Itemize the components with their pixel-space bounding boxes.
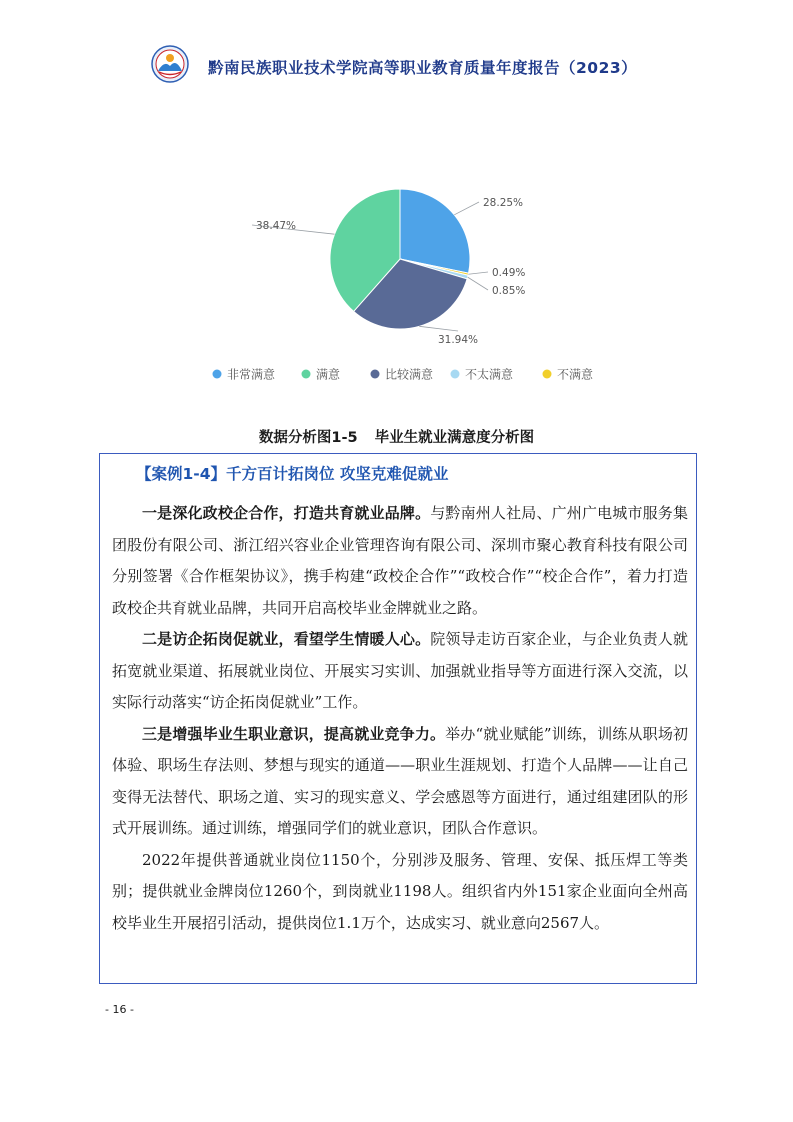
paragraph-lead: 三是增强毕业生职业意识，提高就业竞争力。 <box>142 724 446 743</box>
paragraph-4 <box>112 845 688 940</box>
pie-leader-line <box>468 272 488 274</box>
report-title: 黔南民族职业技术学院高等职业教育质量年度报告（2023） <box>208 59 638 77</box>
pie-value-label: 38.47% <box>256 220 297 232</box>
legend-label: 满意 <box>316 367 341 382</box>
case-title: 【案例1-4】千方百计拓岗位 攻坚克难促就业 <box>136 465 449 483</box>
page-header <box>150 44 710 84</box>
legend-marker <box>213 370 222 379</box>
legend-marker <box>543 370 552 379</box>
paragraph-3 <box>112 719 688 845</box>
legend-marker <box>451 370 460 379</box>
legend-marker <box>371 370 380 379</box>
paragraph-1 <box>112 498 688 624</box>
paragraph-2 <box>112 624 688 719</box>
school-logo-icon <box>150 44 190 84</box>
figure-caption-label: 数据分析图1-5 <box>258 430 358 446</box>
case-study-box <box>99 453 697 984</box>
satisfaction-pie-chart <box>200 175 620 395</box>
paragraph-text: 2022年提供普通就业岗位1150个，分别涉及服务、管理、安保、抵压焊工等类别；提供就业金牌岗位1260个，到岗就业1198人。组织省内外151家企业面向全州高校毕业生开展招引活动，提供岗位1.1万个，达成实习、就业意向2567人。 <box>112 850 688 932</box>
pie-value-label: 31.94% <box>437 334 479 346</box>
paragraph-lead: 一是深化政校企合作，打造共育就业品牌。 <box>142 504 431 522</box>
legend-marker <box>302 370 311 379</box>
paragraph-text: 院领导走访百家企业，与企业负责人就拓宽就业渠道、拓展就业岗位、开展实习实训、加强就业指导等方面进行深入交流，以实际行动落实“访企拓岗促就业”工作。 <box>112 630 688 711</box>
pie-slice-1 <box>400 189 470 273</box>
legend-label: 比较满意 <box>385 367 434 382</box>
legend-label: 非常满意 <box>227 367 276 382</box>
pie-value-label: 0.49% <box>492 267 526 279</box>
case-body <box>112 498 688 939</box>
paragraph-text: 举办“就业赋能”训练，训练从职场初体验、职场生存法则、梦想与现实的通道——职业生涯规划、打造个人品牌——让自己变得无法替代、职场之道、实习的现实意义、学会感恩等方面进行，通过组建团队的形式开展训练。通过训练，增强同学们的就业意识，团队合作意识。 <box>112 724 688 837</box>
pie-value-label: 28.25% <box>483 197 524 209</box>
paragraph-lead: 二是访企拓岗促就业，看望学生情暖人心。 <box>142 630 431 648</box>
pie-leader-line <box>468 277 488 290</box>
pie-leader-line <box>454 202 479 215</box>
legend-label: 不满意 <box>557 367 594 382</box>
legend-label: 不太满意 <box>465 367 514 382</box>
pie-value-label: 0.85% <box>492 285 526 297</box>
figure-caption-text: 毕业生就业满意度分析图 <box>374 430 535 446</box>
paragraph-text: 与黔南州人社局、广州广电城市服务集团股份有限公司、浙江绍兴容业企业管理咨询有限公司、深圳市聚心教育科技有限公司分别签署《合作框架协议》，携手构建“政校企合作”“政校合作”“校企合作”，着力打造政校企共育就业品牌，共同开启高校毕业金牌就业之路。 <box>112 504 688 617</box>
figure-caption <box>0 426 793 447</box>
pie-leader-line <box>419 326 458 331</box>
page-number: - 16 - <box>105 1003 134 1016</box>
